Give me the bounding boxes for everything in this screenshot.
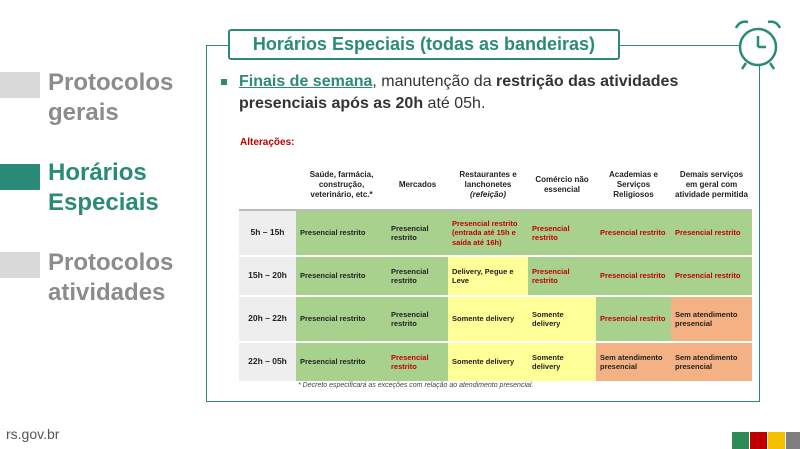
nav-marker-horarios-especiais	[0, 164, 40, 190]
table-cell: Presencial restrito	[387, 296, 448, 342]
footnote: * Decreto especificará as exceções com relação ao atendimento presencial.	[298, 382, 534, 389]
table-cell: Presencial restrito	[296, 256, 387, 296]
table-row	[239, 210, 752, 256]
nav-item-line: Especiais	[48, 189, 159, 216]
table-cell: Somente delivery	[528, 342, 596, 382]
table-cell: Sem atendimento presencial	[596, 342, 671, 382]
nav-item-horarios-especiais[interactable]	[48, 158, 159, 218]
nav-item-line: atividades	[48, 279, 166, 306]
header-restaurantes	[448, 161, 528, 210]
footer-url[interactable]: rs.gov.br	[6, 426, 60, 442]
table-cell: Presencial restrito	[387, 210, 448, 256]
header-restaurantes-sub: (refeição)	[469, 190, 506, 199]
table-cell: Somente delivery	[448, 342, 528, 382]
header-mercados: Mercados	[387, 161, 448, 210]
header-saude: Saúde, farmácia, construção, veterinário, etc.*	[296, 161, 387, 210]
table-cell: Presencial restrito	[387, 342, 448, 382]
time-cell: 15h – 20h	[239, 256, 296, 296]
table-cell: Presencial restrito	[596, 210, 671, 256]
table-row	[239, 342, 752, 382]
nav-marker-protocolos-gerais	[0, 72, 40, 98]
table-cell: Presencial restrito (entrada até 15h e saída até 16h)	[448, 210, 528, 256]
table-cell: Presencial restrito	[387, 256, 448, 296]
table-cell: Presencial restrito	[296, 296, 387, 342]
table-cell: Presencial restrito	[296, 342, 387, 382]
weekend-link[interactable]: Finais de semana	[239, 73, 373, 90]
flag-color-gray	[786, 432, 800, 449]
header-academias: Academias e Serviços Religiosos	[596, 161, 671, 210]
header-demais: Demais serviços em geral com atividade permitida	[671, 161, 752, 210]
intro-end: até 05h.	[423, 95, 486, 112]
table-header-row	[239, 161, 752, 210]
flag-color-green	[732, 432, 749, 449]
table-row	[239, 256, 752, 296]
table-cell: Sem atendimento presencial	[671, 296, 752, 342]
intro-bold: restrição das atividades presenciais após as 20h	[239, 73, 679, 112]
schedule-table	[239, 161, 752, 383]
table-cell: Presencial restrito	[596, 256, 671, 296]
nav-item-line: gerais	[48, 99, 119, 126]
flag-color-red	[750, 432, 767, 449]
header-corner	[239, 161, 296, 210]
nav-marker-protocolos-atividades	[0, 252, 40, 278]
panel-title: Horários Especiais (todas as bandeiras)	[228, 29, 620, 60]
flag-color-yellow	[768, 432, 785, 449]
nav-item-line: Horários	[48, 159, 147, 186]
time-cell: 5h – 15h	[239, 210, 296, 256]
bullet-marker	[221, 79, 227, 85]
table-cell: Sem atendimento presencial	[671, 342, 752, 382]
intro-mid: , manutenção da	[372, 73, 497, 90]
nav-item-protocolos-gerais[interactable]	[48, 68, 173, 128]
alarm-clock-icon	[728, 14, 788, 74]
table-cell: Delivery, Pegue e Leve	[448, 256, 528, 296]
intro-text	[239, 71, 739, 115]
table-cell: Presencial restrito	[528, 256, 596, 296]
time-cell: 22h – 05h	[239, 342, 296, 382]
table-cell: Presencial restrito	[671, 210, 752, 256]
header-restaurantes-main: Restaurantes e lanchonetes	[459, 170, 517, 189]
table-cell: Presencial restrito	[671, 256, 752, 296]
table-row	[239, 296, 752, 342]
header-comercio: Comércio não essencial	[528, 161, 596, 210]
nav-item-line: Protocolos	[48, 69, 174, 96]
time-cell: 20h – 22h	[239, 296, 296, 342]
alteracoes-label: Alterações:	[240, 137, 295, 148]
table-cell: Presencial restrito	[296, 210, 387, 256]
table-cell: Somente delivery	[448, 296, 528, 342]
table-cell: Presencial restrito	[596, 296, 671, 342]
nav-item-protocolos-atividades[interactable]	[48, 248, 173, 308]
table-cell: Presencial restrito	[528, 210, 596, 256]
table-cell: Somente delivery	[528, 296, 596, 342]
nav-item-line: Protocolos	[48, 249, 174, 276]
